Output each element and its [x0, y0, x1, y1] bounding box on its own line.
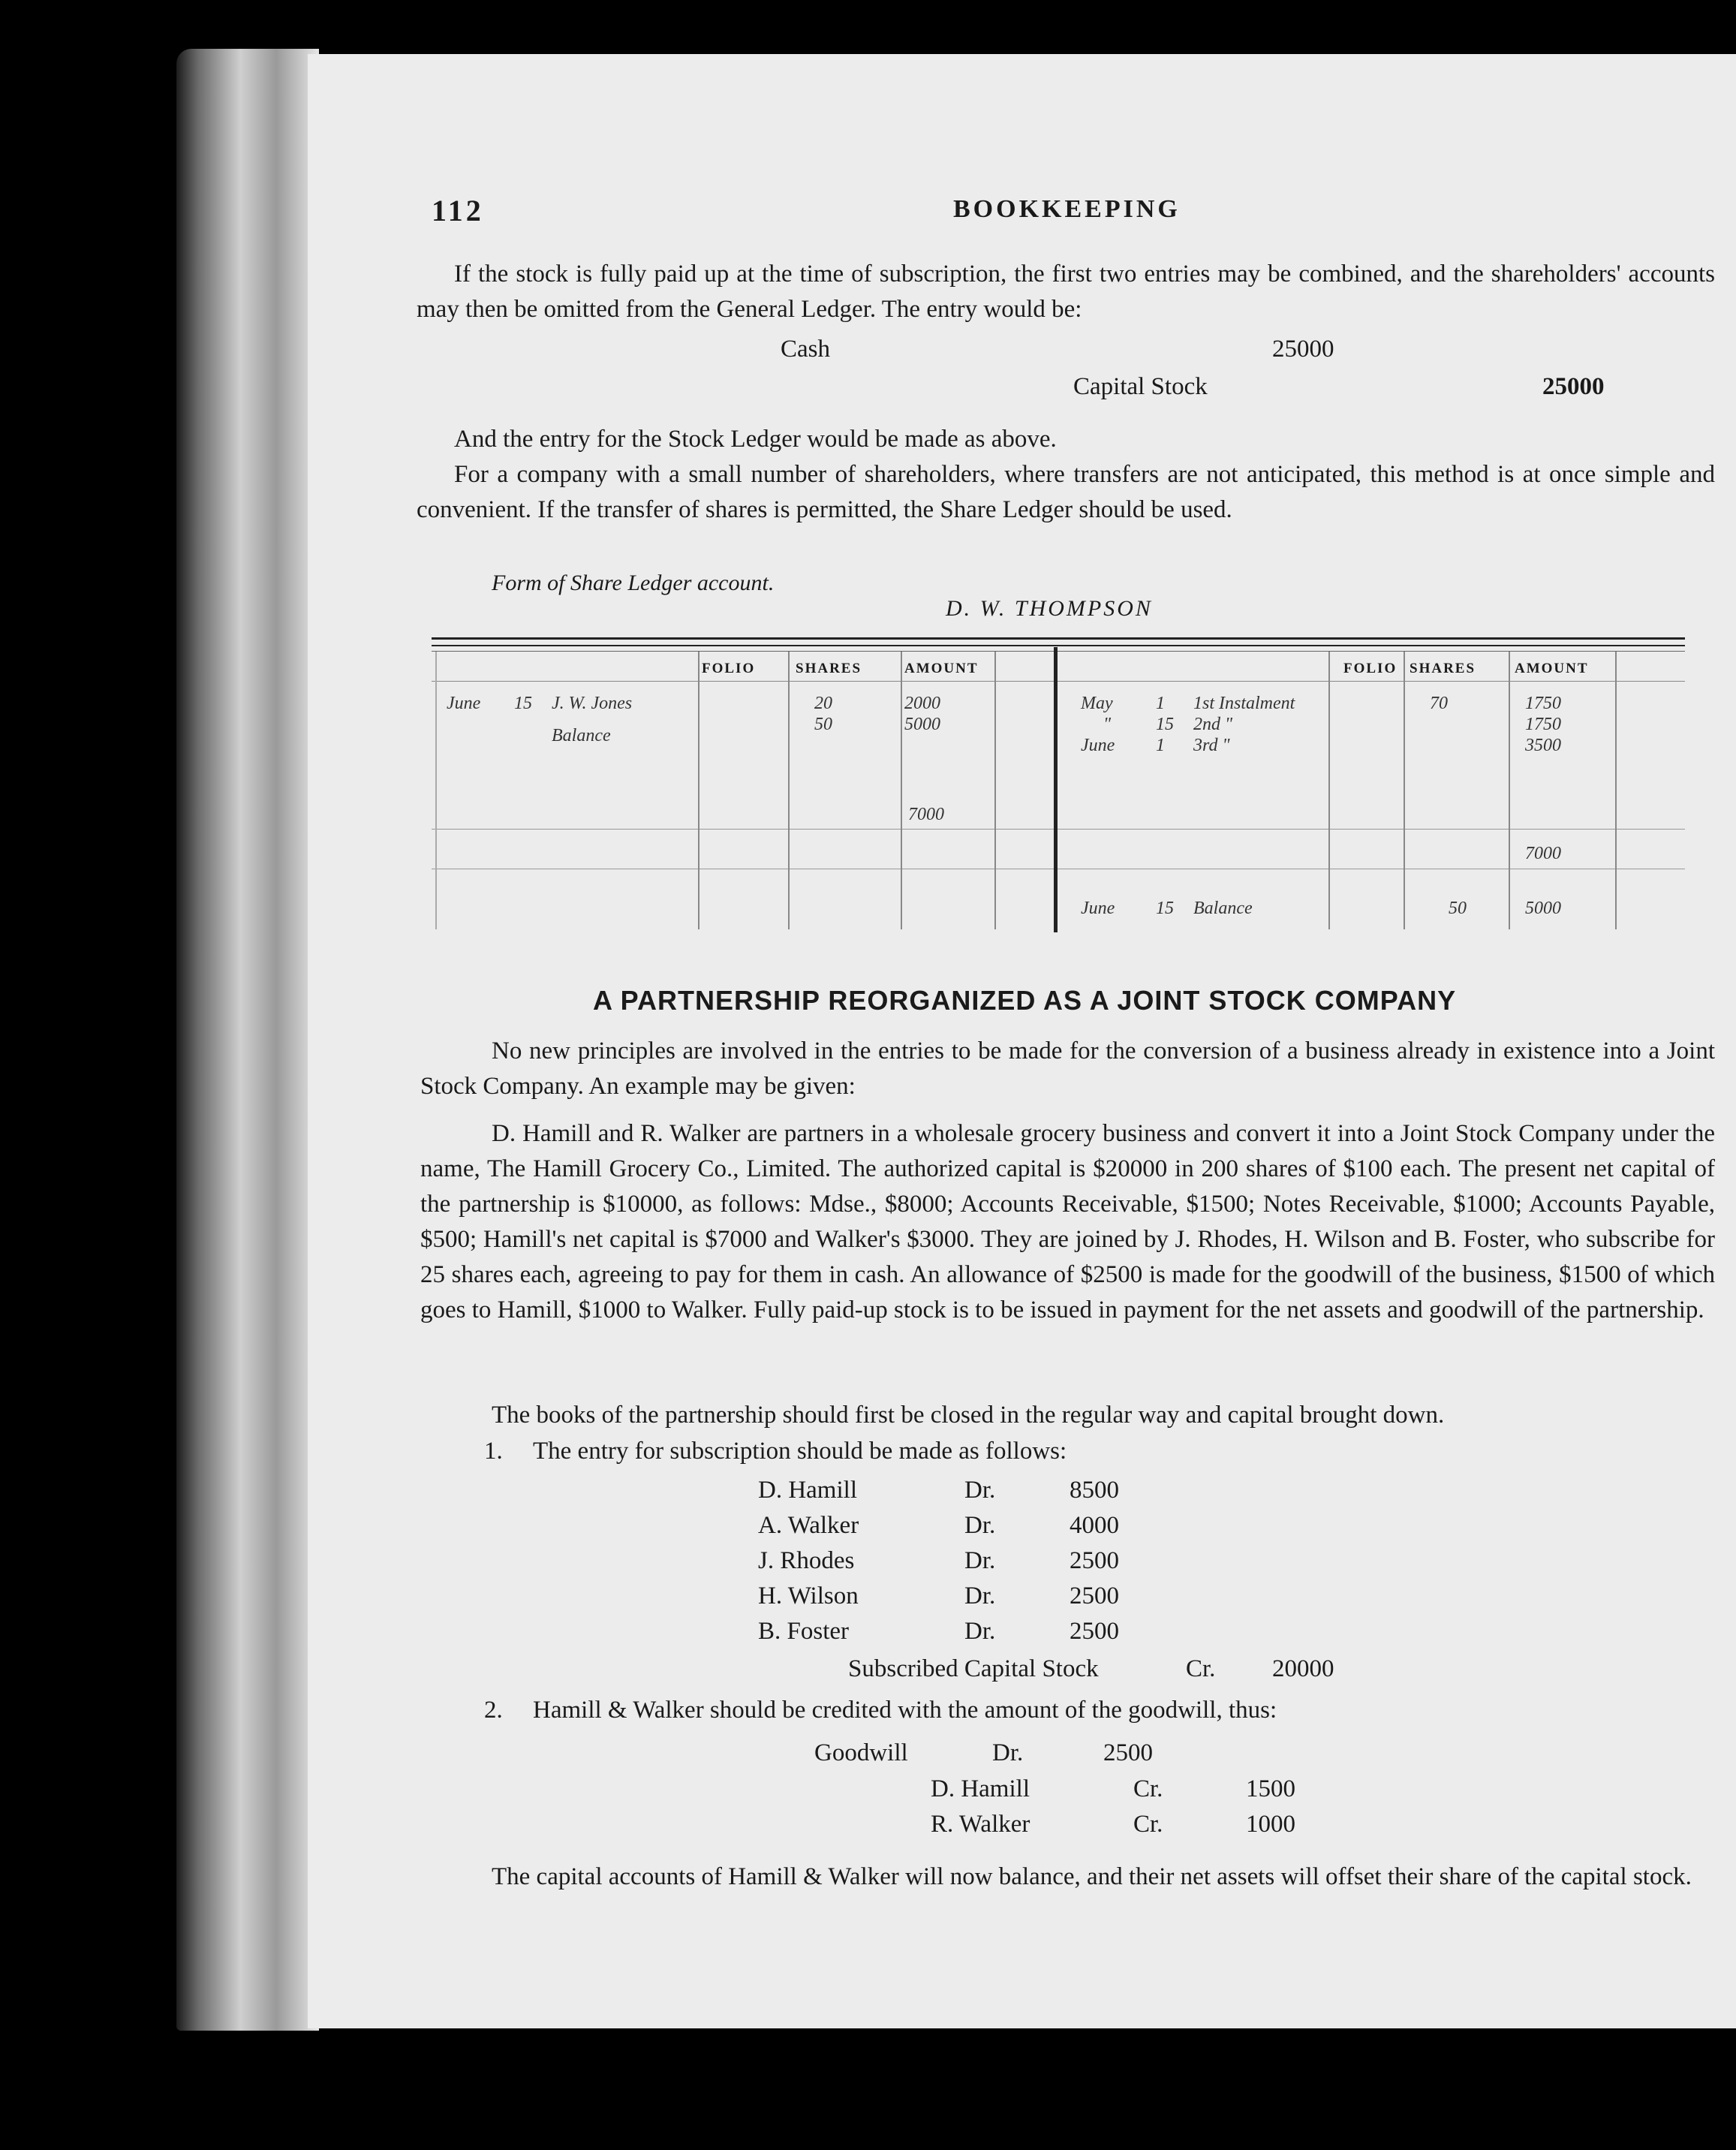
subscriber-dr: Dr. [964, 1512, 996, 1539]
ledger-right-desc: 2nd " [1193, 715, 1233, 734]
subscribed-capital-account: Subscribed Capital Stock [848, 1655, 1099, 1682]
ledger-right-shares: 70 [1430, 694, 1448, 713]
goodwill-credit-amount: 1500 [1246, 1775, 1295, 1802]
step-1-text: The entry for subscription should be made as follows: [533, 1438, 1067, 1465]
goodwill-dr: Dr. [992, 1739, 1024, 1766]
subscriber-dr: Dr. [964, 1477, 996, 1504]
intro-paragraph [417, 257, 1715, 327]
subscribed-capital-cr: Cr. [1186, 1655, 1216, 1682]
intro-text: If the stock is fully paid up at the time of subscription, the first two entries may be combined, and the shareholders' accounts may then be omitted from the General Ledger. The entry would be: [417, 260, 1715, 323]
subscriber-dr: Dr. [964, 1582, 996, 1609]
goodwill-amount: 2500 [1103, 1739, 1153, 1766]
subscriber-amount: 4000 [1070, 1512, 1119, 1539]
subscriber-dr: Dr. [964, 1547, 996, 1574]
right-shares-header: SHARES [1410, 661, 1476, 676]
subscriber-amount: 8500 [1070, 1477, 1119, 1504]
left-shares-header: SHARES [796, 661, 862, 676]
page-number: 112 [432, 194, 484, 227]
right-amount-header: AMOUNT [1515, 661, 1589, 676]
subscriber-name: B. Foster [758, 1618, 850, 1645]
ledger-left-amount: 2000 [904, 694, 940, 713]
ledger-right-balance-desc: Balance [1193, 899, 1253, 918]
step-2-text: Hamill & Walker should be credited with the amount of the goodwill, thus: [533, 1697, 1277, 1724]
right-folio-header: FOLIO [1343, 661, 1398, 676]
subscriber-name: J. Rhodes [758, 1547, 855, 1574]
ledger-left-shares: 50 [814, 715, 832, 734]
section-intro-paragraph: No new principles are involved in the entries to be made for the conversion of a business already in existence into a Joint Stock Company. An example may be given: [420, 1037, 1715, 1100]
ledger-left-total: 7000 [908, 805, 944, 824]
book-page [308, 54, 1736, 2028]
ledger-left-amount: 5000 [904, 715, 940, 734]
goodwill-credit-cr: Cr. [1133, 1811, 1163, 1838]
final-paragraph: The capital accounts of Hamill & Walker will now balance, and their net assets will offset their share of the capital stock. [492, 1863, 1692, 1890]
goodwill-credit-name: D. Hamill [931, 1775, 1030, 1802]
left-amount-header: AMOUNT [904, 661, 979, 676]
book-page-edges [176, 49, 319, 2031]
ledger-right-desc: 3rd " [1193, 736, 1230, 755]
step-1-number: 1. [484, 1438, 503, 1465]
subscriber-amount: 2500 [1070, 1547, 1119, 1574]
subscriber-amount: 2500 [1070, 1618, 1119, 1645]
subscriber-name: D. Hamill [758, 1477, 857, 1504]
ledger-right-month: " [1103, 715, 1112, 734]
entry-cr-account: Capital Stock [1073, 373, 1208, 400]
share-ledger-paragraph: For a company with a small number of shareholders, where transfers are not anticipated, this method is at once simple and convenient. If the transfer of shares is permitted, the Share Ledger should be used. [417, 461, 1715, 523]
goodwill-credit-amount: 1000 [1246, 1811, 1295, 1838]
ledger-right-month: May [1081, 694, 1113, 713]
step-2-number: 2. [484, 1697, 503, 1724]
ledger-left-desc: Balance [552, 726, 611, 745]
ledger-right-amount: 1750 [1525, 694, 1561, 713]
account-name: D. W. THOMPSON [946, 596, 1153, 621]
stock-ledger-note: And the entry for the Stock Ledger would be made as above. [454, 426, 1057, 453]
running-title: BOOKKEEPING [953, 195, 1181, 223]
ledger-right-balance-day: 15 [1156, 899, 1174, 918]
form-caption: Form of Share Ledger account. [492, 571, 775, 595]
ledger-left-desc: J. W. Jones [552, 694, 633, 713]
goodwill-credit-name: R. Walker [931, 1811, 1030, 1838]
example-paragraph: D. Hamill and R. Walker are partners in a wholesale grocery business and convert it into a Joint Stock Company under the name, The Hamill Grocery Co., Limited. The authorized capital is $20000 in 200 shares of $100 each. The present net capital of the partnership is $10000, as follows: Mdse., $8000; Accounts Receivable, $1500; Notes Receivable, $1000; Accounts Payable, $500; Hamill's net capital is $7000 and Walker's $3000. They are joined by J. Rhodes, H. Wilson and B. Foster, who subscribe for 25 shares each, agreeing to pay for them in cash. An allowance of $2500 is made for the goodwill of the business, $1500 of which goes to Hamill, $1000 to Walker. Fully paid-up stock is to be issued in payment for the net assets and goodwill of the partnership. [420, 1120, 1715, 1323]
subscriber-dr: Dr. [964, 1618, 996, 1645]
ledger-right-amount: 3500 [1525, 736, 1561, 755]
ledger-right-day: 15 [1156, 715, 1174, 734]
ledger-left-month: June [447, 694, 481, 713]
ledger-right-desc: 1st Instalment [1193, 694, 1295, 713]
ledger-right-total: 7000 [1525, 844, 1561, 863]
entry-dr-account: Cash [781, 336, 830, 363]
goodwill-credit-cr: Cr. [1133, 1775, 1163, 1802]
ledger-right-balance-month: June [1081, 899, 1115, 918]
subscriber-name: A. Walker [758, 1512, 859, 1539]
goodwill-account: Goodwill [814, 1739, 908, 1766]
ledger-right-balance-shares: 50 [1449, 899, 1467, 918]
subscriber-name: H. Wilson [758, 1582, 859, 1609]
ledger-left-day: 15 [514, 694, 532, 713]
subscribed-capital-amount: 20000 [1272, 1655, 1334, 1682]
closing-books-paragraph: The books of the partnership should first be closed in the regular way and capital brought down. [492, 1402, 1445, 1429]
ledger-left-shares: 20 [814, 694, 832, 713]
entry-dr-amount: 25000 [1272, 336, 1334, 363]
entry-cr-amount: 25000 [1542, 373, 1605, 400]
ledger-right-day: 1 [1156, 736, 1165, 755]
ledger-right-day: 1 [1156, 694, 1165, 713]
ledger-right-amount: 1750 [1525, 715, 1561, 734]
ledger-right-month: June [1081, 736, 1115, 755]
section-heading: A PARTNERSHIP REORGANIZED AS A JOINT STOCK COMPANY [593, 985, 1457, 1016]
ledger-right-balance-amount: 5000 [1525, 899, 1561, 918]
subscriber-amount: 2500 [1070, 1582, 1119, 1609]
left-folio-header: FOLIO [702, 661, 756, 676]
